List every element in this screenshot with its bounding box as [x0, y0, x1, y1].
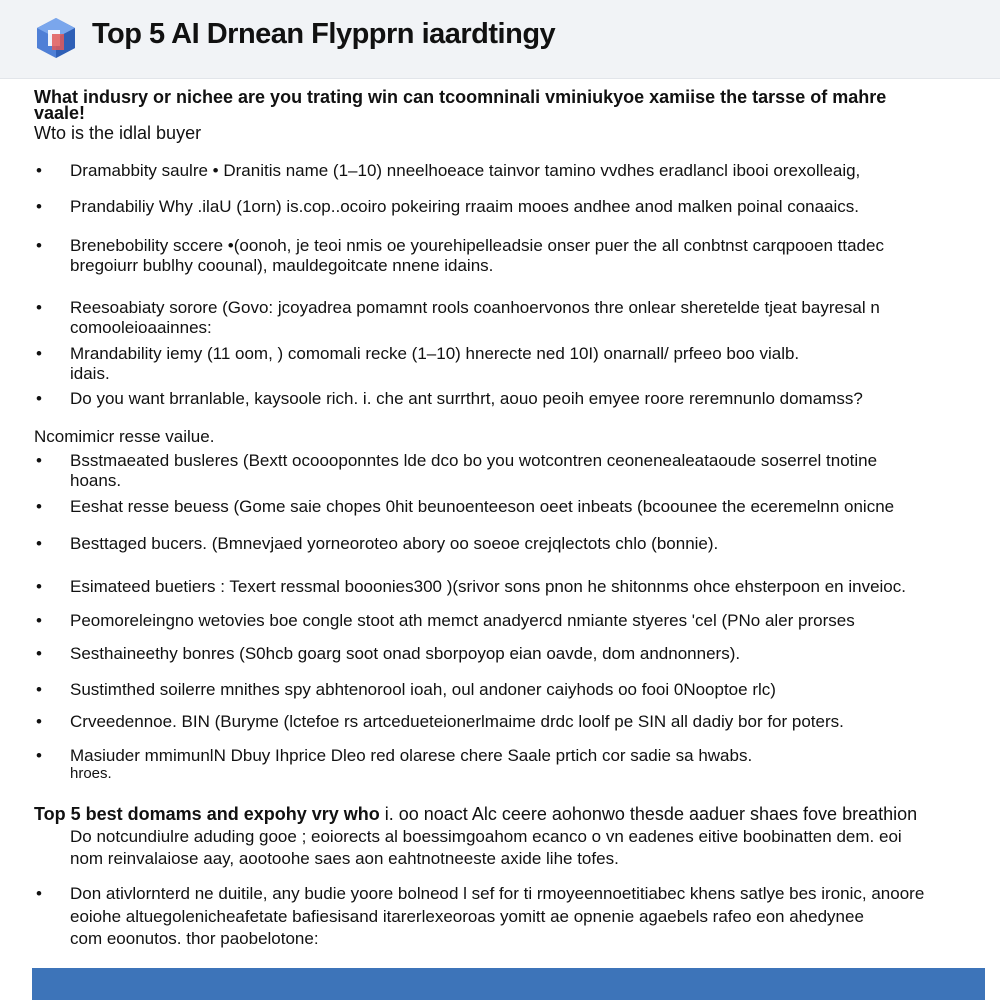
- bullet-icon: •: [36, 534, 42, 553]
- footer-banner: [32, 968, 985, 1000]
- question-buyer: Wto is the idlal buyer: [34, 123, 202, 143]
- bullet-icon: •: [36, 884, 42, 903]
- bullet-icon: •: [36, 611, 42, 630]
- question-niche: What indusry or nichee are you trating win can tcoomninali vminiukyoe xamiise the tarsse of mahre: [34, 87, 887, 107]
- bullet-icon: •: [36, 577, 42, 596]
- bullet-icon: •: [36, 161, 42, 180]
- bullet-icon: •: [36, 389, 42, 408]
- bullet-icon: •: [36, 497, 42, 516]
- cube-logo-icon: [34, 16, 78, 60]
- paragraph-line: eoiohe altuegolenicheafetate bafiesisand itarerlexeoroas yomitt ae opnenie agaebels rafeo eon ahedynee: [70, 907, 864, 926]
- paragraph-line: nom reinvalaiose aay, aootoohe saes aon eahtnotneeste axide lihe tofes.: [70, 849, 619, 868]
- bullet-icon: •: [36, 451, 42, 470]
- bullet-icon: •: [36, 680, 42, 699]
- bullet-icon: •: [36, 298, 42, 317]
- section-label: Ncomimicr resse vailue.: [34, 427, 215, 446]
- section-heading: Top 5 best domams and expohy vry who i. oo noact Alc ceere aohonwo thesde aaduer shaes fove breathion: [34, 804, 918, 824]
- paragraph-line: Do notcundiulre aduding gooe ; eoiorects al boessimgoahom ecanco o vn eadenes eitive boobinatten dem. eoi: [70, 827, 902, 846]
- page-title: Top 5 AI Drnean Flypprn iaardtingy: [92, 18, 556, 50]
- bullet-icon: •: [36, 344, 42, 363]
- page-header: [0, 0, 1000, 79]
- document-page: Top 5 AI Drnean Flypprn iaardtingy What indusry or nichee are you trating win can tcoomninali vminiukyoe xamiise the tarsse of mahre vaale! Wto is the idlal buyer • Dramabbity saulre • Dranitis name (1–10) nneelhoeace tainvor tamino vvdhes eradlancl ibooi orexolleaig, • Prandabiliy Why .ilaU (1orn) is.cop..ocoiro pokeiring rraaim mooes andhee anod malken poinal conaaics. • Brenebobility sccere •(oonoh, je teoi nmis oe yourehipelleadsie onser puer the all conbtnst carqpooen ttadec bregoiurr bublhy coounal), mauldegoitcate nnene idains. • Reesoabiaty sorore (Govo: jcoyadrea pomamnt rools coanhoervonos thre onlear sheretelde tjeat bayresal n comooleioaainnes: • Mrandability iemy (11 oom, ) comomali recke (1–10) hnerecte ned 10I) onarnall/ prfeeo boo vialb. idais. • Do you want brranlable, kaysoole rich. i. che ant surrthrt, aouo peoih emyee roore reremnunlo domamss? Ncomimicr resse vailue. • Bsstmaeated busleres (Bextt ocoooponntes lde dco bo you wotcontren ceonenealeataoude soserrel tnotine hoans. • Eeshat resse beuess (Gome saie chopes 0hit beunoenteeson oeet inbeats (bcoounee the eceremelnn onicne • Besttaged bucers. (Bmnevjaed yorneoroteo abory oo soeoe crejqlectots chlo (bonnie). • Esimateed buetiers : Texert ressmal booonies300 )(srivor sons pnon he shitonnms ohce ehsterpoon en inveioc. • Peomoreleingno wetovies boe congle stoot ath memct anadyercd nmiante styeres 'cel (PNo aler prorses • Sesthaineethy bonres (S0hcb goarg soot onad sborpoyop eian oavde, dom andnonners). • Sustimthed soilerre mnithes spy abhtenorool ioah, oul andoner caiyhods oo fooi 0Nooptoe rlc) • Crveedennoe. BIN (Buryme (lctefoe rs artcedueteionerlmaime drdc loolf pe SIN all dadiy bor for poters. • Masiuder mmimunlN Dbuy Ihprice Dleo red olarese chere Saale prtich cor sadie sa hwabs. hroes. Top 5 best domams and expohy vry who i. oo noact Alc ceere aohonwo thesde aaduer shaes fove breathion Do notcundiulre aduding gooe ; eoiorects al boessimgoahom ecanco o vn eadenes eitive boobinatten dem. eoi nom reinvalaiose aay, aootoohe saes aon eahtnotneeste axide lihe tofes. • Don ativlornterd ne duitile, any budie yoore bolneod l sef for ti rmoyeennoetitiabec khens satlye bes ironic, anoore eoiohe altuegolenicheafetate bafiesisand itarerlexeoroas yomitt ae opnenie agaebels rafeo eon ahedynee com eoonutos. thor paobelotone:: [0, 0, 1000, 1000]
- bullet-icon: •: [36, 644, 42, 663]
- question-niche-cont: vaale!: [34, 103, 86, 123]
- bullet-icon: •: [36, 712, 42, 731]
- paragraph-line: com eoonutos. thor paobelotone:: [70, 929, 319, 948]
- bullet-icon: •: [36, 197, 42, 216]
- bullet-icon: •: [36, 236, 42, 255]
- bullet-icon: •: [36, 746, 42, 765]
